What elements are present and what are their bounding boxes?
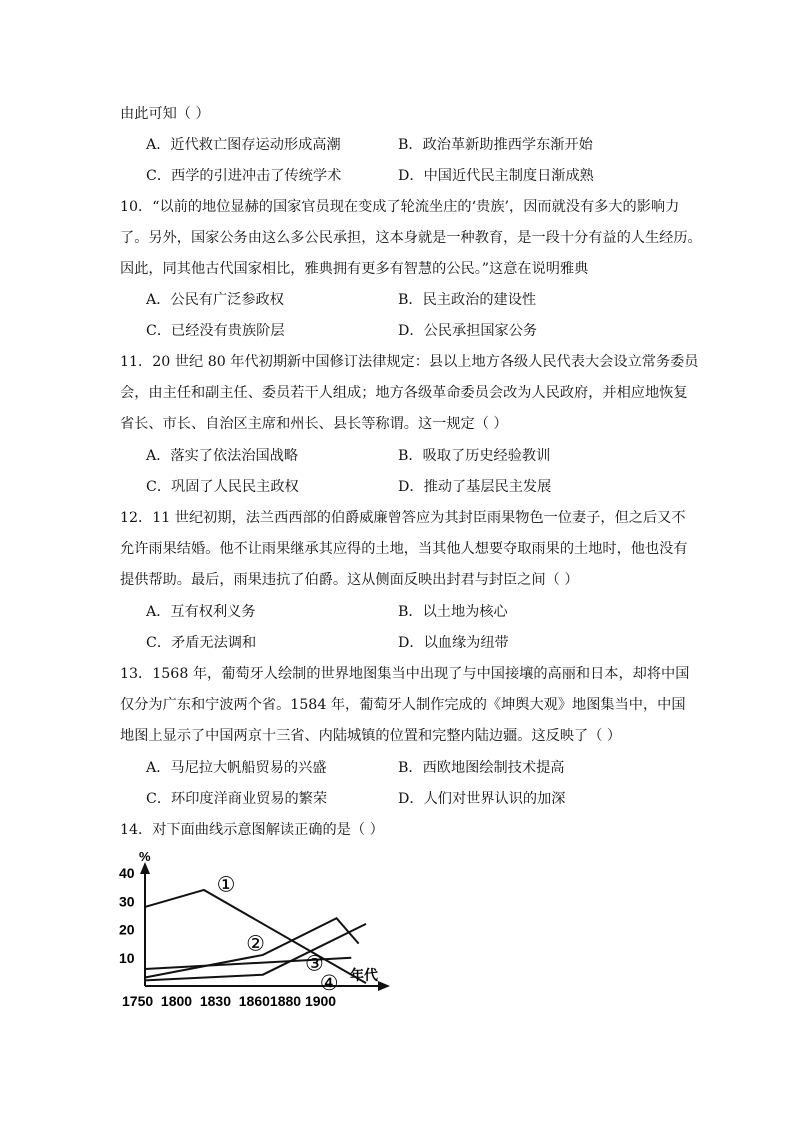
q10-stem-line-3: 因此，同其他古代国家相比，雅典拥有更多有智慧的公民。”这意在说明雅典 — [120, 261, 589, 277]
q13-option-c: C．环印度洋商业贸易的繁荣 — [146, 791, 328, 807]
x-tick-labels: 1750 1800 1830 18601880 1900 — [122, 993, 337, 1009]
y-tick-label: 30 — [119, 893, 135, 910]
q11-option-c: C．巩固了人民民主政权 — [146, 479, 299, 495]
q10-option-c: C．已经没有贵族阶层 — [146, 323, 285, 339]
q10-option-d: D．公民承担国家公务 — [398, 323, 538, 339]
q11-option-b: B．吸取了历史经验教训 — [398, 448, 551, 464]
q11-stem-line-3: 省长、市长、自治区主席和州长、县长等称谓。这一规定（ ） — [120, 416, 508, 432]
q12-option-d: D．以血缘为纽带 — [398, 635, 509, 651]
q13-stem-line-1: 13．1568 年，葡萄牙人绘制的世界地图集当中出现了与中国接壤的高丽和日本，却将中国 — [120, 666, 690, 682]
intro-line: 由此可知（ ） — [120, 106, 210, 122]
q11-option-a: A．落实了依法治国战略 — [146, 448, 299, 464]
q12-option-b: B．以土地为核心 — [398, 604, 508, 620]
x-axis-arrow — [378, 981, 390, 991]
q13-option-a: A．马尼拉大帆船贸易的兴盛 — [146, 760, 327, 776]
q10-stem-line-2: 了。另外，国家公务由这么多公民承担，这本身就是一种教育，是一段十分有益的人生经历。 — [120, 230, 702, 246]
line-chart — [110, 848, 400, 1013]
q14-stem: 14．对下面曲线示意图解读正确的是（ ） — [120, 822, 384, 838]
series-label-4: ④ — [319, 972, 339, 996]
q9-option-d: D．中国近代民主制度日渐成熟 — [398, 168, 594, 184]
q10-stem-line-1: 10．“以前的地位显赫的国家官员现在变成了轮流坐庄的‘贵族’，因而就没有多大的影响力 — [120, 199, 680, 215]
y-tick-labels — [119, 865, 135, 966]
series-label-1: ① — [216, 873, 236, 897]
q10-option-a: A．公民有广泛参政权 — [146, 292, 284, 308]
series-label-2: ② — [246, 932, 265, 956]
q12-option-a: A．互有权利义务 — [146, 604, 256, 620]
x-axis-label: 年代 — [350, 967, 378, 983]
y-axis-label: % — [139, 849, 151, 864]
q13-option-d: D．人们对世界认识的加深 — [398, 791, 566, 807]
q12-stem-line-3: 提供帮助。最后，雨果违抗了伯爵。这从侧面反映出封君与封臣之间（ ） — [120, 572, 579, 588]
q12-stem-line-2: 允许雨果结婚。他不让雨果继承其应得的土地，当其他人想要夺取雨果的土地时，他也没有 — [120, 541, 688, 557]
q12-stem-line-1: 12．11 世纪初期，法兰西西部的伯爵威廉曾答应为其封臣雨果物色一位妻子，但之后又不 — [120, 510, 686, 526]
q13-option-b: B．西欧地图绘制技术提高 — [398, 760, 565, 776]
series-label-3: ③ — [305, 952, 324, 976]
q12-option-c: C．矛盾无法调和 — [146, 635, 257, 651]
q13-stem-line-2: 仅分为广东和宁波两个省。1584 年，葡萄牙人制作完成的《坤舆大观》地图集当中，中国 — [120, 697, 686, 713]
y-tick-label: 20 — [119, 921, 135, 938]
q11-stem-line-1: 11．20 世纪 80 年代初期新中国修订法律规定：县以上地方各级人民代表大会设立常务委员 — [120, 354, 699, 370]
q9-option-b: B．政治革新助推西学东渐开始 — [398, 137, 593, 153]
y-tick-label: 40 — [119, 865, 135, 881]
y-tick-label: 10 — [119, 949, 135, 966]
q13-stem-line-3: 地图上显示了中国两京十三省、内陆城镇的位置和完整内陆边疆。这反映了（ ） — [120, 728, 622, 744]
q9-option-c: C．西学的引进冲击了传统学术 — [146, 168, 342, 184]
q10-option-b: B．民主政治的建设性 — [398, 292, 537, 308]
q11-stem-line-2: 会，由主任和副主任、委员若干人组成；地方各级革命委员会改为人民政府，并相应地恢复 — [120, 385, 688, 401]
q9-option-a: A．近代救亡图存运动形成高潮 — [146, 137, 341, 153]
q11-option-d: D．推动了基层民主发展 — [398, 479, 552, 495]
